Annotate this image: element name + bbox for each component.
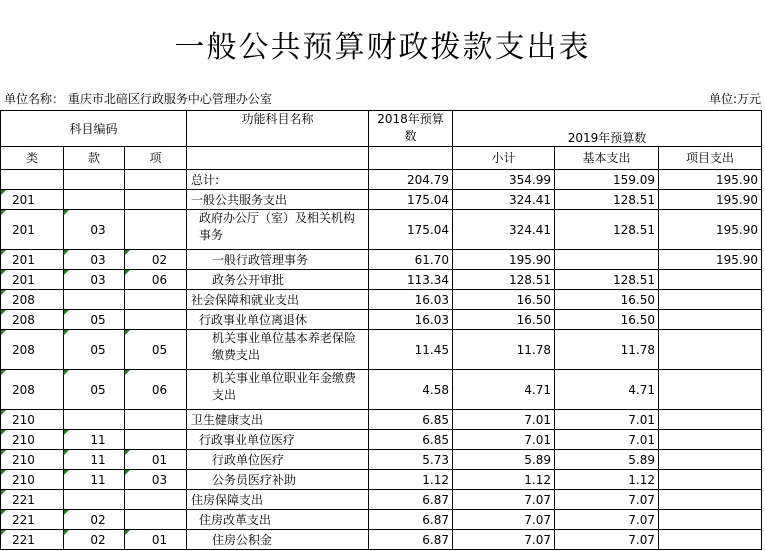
cell-xiang-text: 01 bbox=[151, 532, 168, 547]
cell-kuan bbox=[64, 310, 125, 330]
cell-budget-2018: 6.85 bbox=[369, 410, 453, 430]
cell-basic: 128.51 bbox=[555, 190, 659, 210]
table-row bbox=[1, 330, 762, 370]
cell-xiang-text: 06 bbox=[151, 382, 168, 397]
cell-lei-text: 210 bbox=[12, 472, 35, 487]
cell-basic: 1.12 bbox=[555, 470, 659, 490]
header-kuan: 款 bbox=[64, 147, 125, 170]
cell-kuan bbox=[64, 470, 125, 490]
cell-lei bbox=[1, 330, 64, 370]
cell-basic: 7.07 bbox=[555, 530, 659, 550]
cell-lei bbox=[1, 470, 64, 490]
header-budget-2018: 2018年预算数 bbox=[369, 111, 453, 147]
cell-basic bbox=[555, 250, 659, 270]
cell-lei-text: 208 bbox=[12, 342, 35, 357]
cell-budget-2018: 5.73 bbox=[369, 450, 453, 470]
cell-kuan-text: 05 bbox=[90, 312, 106, 327]
cell-xiang-text: 03 bbox=[151, 472, 168, 487]
cell-subtotal: 5.89 bbox=[453, 450, 555, 470]
cell-basic: 7.07 bbox=[555, 510, 659, 530]
cell-xiang bbox=[125, 190, 187, 210]
cell-xiang bbox=[125, 470, 187, 490]
budget-table bbox=[0, 110, 762, 550]
cell-kuan bbox=[64, 450, 125, 470]
cell-budget-2018: 61.70 bbox=[369, 250, 453, 270]
cell-kuan bbox=[64, 170, 125, 190]
cell-xiang bbox=[125, 430, 187, 450]
cell-xiang-text: 05 bbox=[151, 342, 168, 357]
cell-kuan bbox=[64, 270, 125, 290]
cell-kuan bbox=[64, 490, 125, 510]
cell-lei-text: 201 bbox=[12, 192, 35, 207]
cell-project bbox=[659, 490, 762, 510]
cell-kuan-text: 03 bbox=[90, 272, 106, 287]
cell-budget-2018: 6.87 bbox=[369, 510, 453, 530]
cell-lei bbox=[1, 210, 64, 250]
table-row bbox=[1, 310, 762, 330]
cell-kuan bbox=[64, 330, 125, 370]
table-row bbox=[1, 450, 762, 470]
cell-subtotal: 324.41 bbox=[453, 210, 555, 250]
cell-subtotal: 195.90 bbox=[453, 250, 555, 270]
cell-budget-2018: 175.04 bbox=[369, 210, 453, 250]
cell-function-name: 总计: bbox=[187, 170, 369, 190]
cell-function-name: 公务员医疗补助 bbox=[187, 470, 369, 490]
cell-lei bbox=[1, 510, 64, 530]
cell-basic: 4.71 bbox=[555, 370, 659, 410]
cell-project bbox=[659, 430, 762, 450]
cell-budget-2018: 113.34 bbox=[369, 270, 453, 290]
cell-basic: 7.01 bbox=[555, 430, 659, 450]
cell-project bbox=[659, 330, 762, 370]
cell-function-name: 政府办公厅（室）及相关机构事务 bbox=[187, 210, 369, 250]
cell-xiang bbox=[125, 210, 187, 250]
cell-kuan-text: 05 bbox=[90, 342, 106, 357]
currency-unit: 单位:万元 bbox=[708, 92, 761, 106]
unit-name: 单位名称： 重庆市北碚区行政服务中心管理办公室 bbox=[4, 92, 272, 106]
header-lei: 类 bbox=[1, 147, 64, 170]
cell-project bbox=[659, 470, 762, 490]
cell-xiang bbox=[125, 490, 187, 510]
cell-subtotal: 324.41 bbox=[453, 190, 555, 210]
cell-kuan bbox=[64, 370, 125, 410]
cell-function-name: 机关事业单位职业年金缴费支出 bbox=[187, 370, 369, 410]
table-row bbox=[1, 530, 762, 550]
cell-basic: 5.89 bbox=[555, 450, 659, 470]
table-row bbox=[1, 270, 762, 290]
cell-budget-2018: 204.79 bbox=[369, 170, 453, 190]
cell-project bbox=[659, 310, 762, 330]
cell-lei-text: 208 bbox=[12, 312, 35, 327]
cell-xiang bbox=[125, 270, 187, 290]
cell-kuan bbox=[64, 530, 125, 550]
header-basic: 基本支出 bbox=[555, 147, 659, 170]
cell-xiang bbox=[125, 450, 187, 470]
cell-project: 195.90 bbox=[659, 210, 762, 250]
cell-function-name: 卫生健康支出 bbox=[187, 410, 369, 430]
cell-xiang bbox=[125, 330, 187, 370]
cell-function-name: 行政单位医疗 bbox=[187, 450, 369, 470]
table-row bbox=[1, 210, 762, 250]
cell-basic: 159.09 bbox=[555, 170, 659, 190]
cell-function-name: 政务公开审批 bbox=[187, 270, 369, 290]
cell-basic: 7.07 bbox=[555, 490, 659, 510]
cell-function-name: 行政事业单位离退休 bbox=[187, 310, 369, 330]
cell-budget-2018: 11.45 bbox=[369, 330, 453, 370]
cell-subtotal: 16.50 bbox=[453, 290, 555, 310]
cell-xiang bbox=[125, 170, 187, 190]
cell-subtotal: 4.71 bbox=[453, 370, 555, 410]
cell-budget-2018: 6.85 bbox=[369, 430, 453, 450]
cell-project bbox=[659, 510, 762, 530]
cell-lei-text: 210 bbox=[12, 452, 35, 467]
header-function-name: 功能科目名称 bbox=[187, 111, 369, 147]
cell-kuan-text: 03 bbox=[90, 252, 106, 267]
cell-subtotal: 1.12 bbox=[453, 470, 555, 490]
cell-budget-2018: 175.04 bbox=[369, 190, 453, 210]
table-row bbox=[1, 510, 762, 530]
cell-lei bbox=[1, 430, 64, 450]
cell-lei-text: 201 bbox=[12, 222, 35, 237]
cell-project bbox=[659, 410, 762, 430]
cell-function-name: 一般行政管理事务 bbox=[187, 250, 369, 270]
cell-basic: 7.01 bbox=[555, 410, 659, 430]
cell-project: 195.90 bbox=[659, 250, 762, 270]
cell-basic: 128.51 bbox=[555, 210, 659, 250]
cell-subtotal: 16.50 bbox=[453, 310, 555, 330]
cell-subtotal: 7.07 bbox=[453, 530, 555, 550]
cell-kuan bbox=[64, 190, 125, 210]
cell-xiang bbox=[125, 510, 187, 530]
cell-lei-text: 210 bbox=[12, 432, 35, 447]
header-project: 项目支出 bbox=[659, 147, 762, 170]
cell-lei-text: 208 bbox=[12, 382, 35, 397]
cell-subtotal: 7.01 bbox=[453, 430, 555, 450]
cell-budget-2018: 4.58 bbox=[369, 370, 453, 410]
cell-kuan bbox=[64, 510, 125, 530]
cell-subtotal: 7.01 bbox=[453, 410, 555, 430]
cell-project bbox=[659, 530, 762, 550]
table-row bbox=[1, 470, 762, 490]
cell-xiang-text: 01 bbox=[151, 452, 168, 467]
cell-kuan bbox=[64, 430, 125, 450]
cell-kuan-text: 03 bbox=[90, 222, 106, 237]
cell-kuan-text: 11 bbox=[90, 472, 106, 487]
cell-lei-text: 221 bbox=[12, 492, 35, 507]
cell-lei bbox=[1, 450, 64, 470]
cell-function-name: 机关事业单位基本养老保险缴费支出 bbox=[187, 330, 369, 370]
cell-lei bbox=[1, 310, 64, 330]
cell-kuan-text: 11 bbox=[90, 452, 106, 467]
cell-budget-2018: 1.12 bbox=[369, 470, 453, 490]
cell-subtotal: 354.99 bbox=[453, 170, 555, 190]
cell-basic: 16.50 bbox=[555, 310, 659, 330]
cell-xiang-text: 02 bbox=[151, 252, 168, 267]
cell-subtotal: 11.78 bbox=[453, 330, 555, 370]
cell-budget-2018: 16.03 bbox=[369, 310, 453, 330]
cell-lei-text: 221 bbox=[12, 512, 35, 527]
cell-kuan bbox=[64, 210, 125, 250]
cell-lei-text: 201 bbox=[12, 272, 35, 287]
header-budget-2019: 2019年预算数 bbox=[453, 111, 762, 147]
cell-xiang bbox=[125, 530, 187, 550]
cell-lei-text: 221 bbox=[12, 532, 35, 547]
header-subject-code: 科目编码 bbox=[1, 111, 187, 147]
cell-kuan bbox=[64, 410, 125, 430]
cell-project: 195.90 bbox=[659, 170, 762, 190]
cell-lei bbox=[1, 490, 64, 510]
cell-lei bbox=[1, 370, 64, 410]
table-row bbox=[1, 430, 762, 450]
cell-kuan-text: 11 bbox=[90, 432, 106, 447]
cell-kuan-text: 02 bbox=[90, 532, 106, 547]
table-row bbox=[1, 290, 762, 310]
table-row bbox=[1, 170, 762, 190]
cell-lei bbox=[1, 410, 64, 430]
cell-budget-2018: 16.03 bbox=[369, 290, 453, 310]
cell-project bbox=[659, 290, 762, 310]
cell-lei-text: 201 bbox=[12, 252, 35, 267]
table-row bbox=[1, 410, 762, 430]
cell-lei bbox=[1, 170, 64, 190]
cell-function-name: 行政事业单位医疗 bbox=[187, 430, 369, 450]
cell-basic: 11.78 bbox=[555, 330, 659, 370]
cell-lei bbox=[1, 530, 64, 550]
table-row bbox=[1, 190, 762, 210]
table-row bbox=[1, 250, 762, 270]
cell-budget-2018: 6.87 bbox=[369, 490, 453, 510]
cell-lei bbox=[1, 250, 64, 270]
cell-project bbox=[659, 370, 762, 410]
table-row bbox=[1, 490, 762, 510]
header-blank-2018 bbox=[369, 147, 453, 170]
page-title: 一般公共预算财政拨款支出表 bbox=[174, 30, 591, 65]
header-row-1 bbox=[1, 111, 762, 147]
cell-xiang bbox=[125, 410, 187, 430]
cell-function-name: 住房改革支出 bbox=[187, 510, 369, 530]
cell-lei-text: 210 bbox=[12, 412, 35, 427]
cell-lei bbox=[1, 290, 64, 310]
cell-xiang bbox=[125, 290, 187, 310]
cell-subtotal: 7.07 bbox=[453, 510, 555, 530]
header-subtotal: 小计 bbox=[453, 147, 555, 170]
cell-xiang-text: 06 bbox=[151, 272, 168, 287]
cell-lei bbox=[1, 270, 64, 290]
cell-basic: 128.51 bbox=[555, 270, 659, 290]
header-blank bbox=[187, 147, 369, 170]
cell-project: 195.90 bbox=[659, 190, 762, 210]
cell-function-name: 住房保障支出 bbox=[187, 490, 369, 510]
cell-kuan bbox=[64, 290, 125, 310]
cell-function-name: 社会保障和就业支出 bbox=[187, 290, 369, 310]
cell-kuan-text: 02 bbox=[90, 512, 106, 527]
cell-project bbox=[659, 450, 762, 470]
cell-subtotal: 128.51 bbox=[453, 270, 555, 290]
cell-lei bbox=[1, 190, 64, 210]
cell-xiang bbox=[125, 310, 187, 330]
header-xiang: 项 bbox=[125, 147, 187, 170]
cell-subtotal: 7.07 bbox=[453, 490, 555, 510]
table-row bbox=[1, 370, 762, 410]
cell-lei-text: 208 bbox=[12, 292, 35, 307]
cell-kuan-text: 05 bbox=[90, 382, 106, 397]
cell-project bbox=[659, 270, 762, 290]
cell-basic: 16.50 bbox=[555, 290, 659, 310]
cell-function-name: 一般公共服务支出 bbox=[187, 190, 369, 210]
cell-kuan bbox=[64, 250, 125, 270]
cell-xiang bbox=[125, 250, 187, 270]
cell-budget-2018: 6.87 bbox=[369, 530, 453, 550]
cell-xiang bbox=[125, 370, 187, 410]
header-row-2 bbox=[1, 147, 762, 170]
cell-function-name: 住房公积金 bbox=[187, 530, 369, 550]
